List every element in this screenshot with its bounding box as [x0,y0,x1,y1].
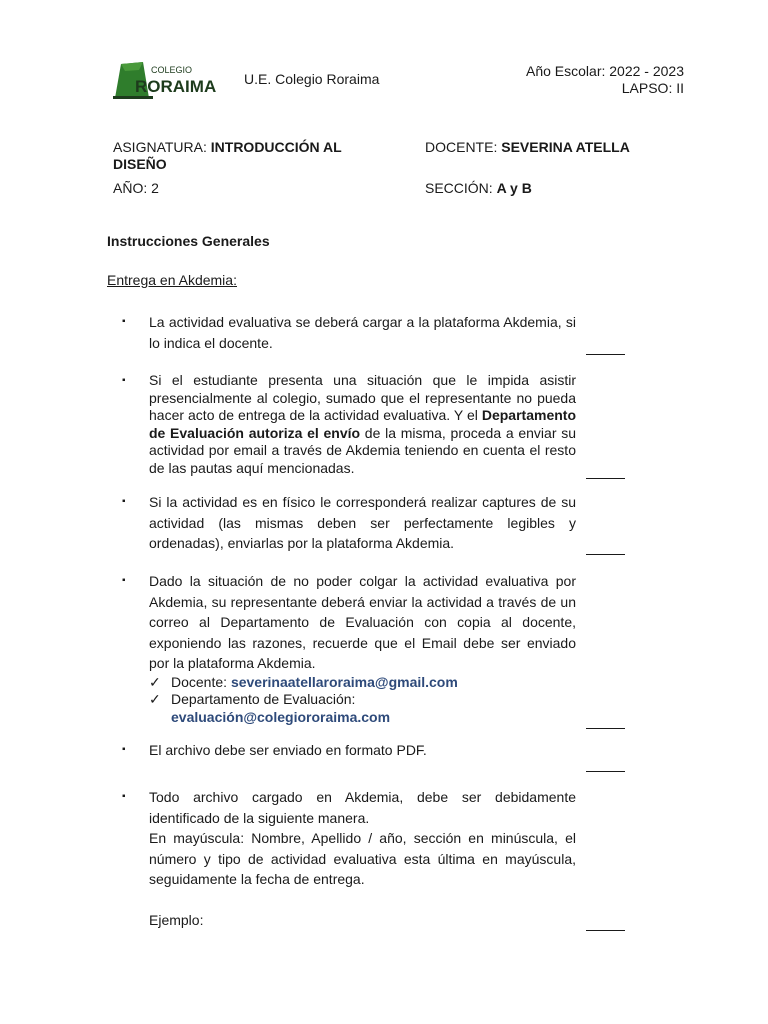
list-item-text-1: Todo archivo cargado en Akdemia, debe ser debidamente identificado de la siguiente manera. [149,789,576,826]
section-info [425,180,532,197]
answer-line [586,354,625,355]
subject-value-1: INTRODUCCIÓN AL [210,139,342,155]
bullet-icon: ▪ [122,375,126,386]
list-item-text: La actividad evaluativa se deberá cargar a la plataforma Akdemia, si lo indica el docente. [149,314,576,351]
list-item-text [149,372,576,477]
teacher-email-row [149,674,576,692]
school-year: Año Escolar: 2022 - 2023 [526,63,684,79]
example-label: Ejemplo: [149,911,204,928]
evaluation-email-link[interactable]: evaluación@colegiororaima.com [171,708,391,725]
bullet-icon: ▪ [122,575,126,586]
subsection-colon: : [233,272,237,288]
year-info: AÑO: 2 [113,180,159,196]
list-item [124,312,576,353]
list-item-text: Si la actividad es en físico le corresponderá realizar captures de su actividad (las mismas deben ser perfectamente legibles y ordenadas), enviarlas por la plataforma Akdemia. [149,494,576,551]
teacher-info [425,139,630,156]
subsection-label: Entrega en Akdemia [107,272,234,288]
subject-value-2: DISEÑO [113,156,167,172]
bullet-icon: ▪ [122,316,126,327]
list-item [124,571,576,726]
check-icon: ✓ [149,673,161,690]
answer-line [586,771,625,772]
list-item-text-a: Si el estudiante presenta una situación que le impida asistir presencialmente al colegio, sumado que el representante no pueda hacer acto de entrega de la actividad evaluativa. Y el [149,372,576,423]
section-value: A y B [496,180,532,196]
section-label: SECCIÓN: [425,180,497,196]
answer-line [586,728,625,729]
evaluation-email-row [171,709,576,727]
bullet-icon: ▪ [122,791,126,802]
akdemia-subsection [107,272,237,288]
check-icon: ✓ [149,691,161,707]
general-instructions-title: Instrucciones Generales [107,233,270,249]
header-meta [526,63,684,97]
teacher-label: DOCENTE: [425,139,502,155]
teacher-value: SEVERINA ATELLA [501,139,630,155]
list-item-bold: Departamento de Evaluación autoriza el envío [149,407,576,441]
logo-top-text: COLEGIO [151,65,193,75]
bullet-icon: ▪ [122,744,126,755]
list-item [124,372,576,477]
list-item [124,787,576,930]
bullet-icon: ▪ [122,496,126,507]
subject-info [113,139,383,173]
evaluation-dept-row [149,691,576,709]
logo-bottom-text: RORAIMA [135,77,217,96]
list-item-text: Dado la situación de no poder colgar la actividad evaluativa por Akdemia, su representante deberá enviar la actividad a través de un correo al Departamento de Evaluación con copia al docente, exponiendo las razones, recuerde que el Email debe ser enviado por la plataforma Akdemia. [149,573,576,671]
logo-mountain-icon [113,60,235,100]
answer-line [586,930,625,931]
school-name: U.E. Colegio Roraima [244,71,380,87]
list-item-text-b: de la misma, proceda a enviar su actividad por email a través de Akdemia teniendo en cuenta el resto de las pautas aquí mencionadas. [149,424,576,476]
lapso: LAPSO: II [621,80,684,96]
list-item-body [149,571,576,726]
school-logo [113,60,235,100]
list-item [124,492,576,554]
answer-line [586,554,625,555]
list-item-text: El archivo debe ser enviado en formato PDF. [149,742,427,758]
teacher-email-label: Docente: [171,673,231,690]
list-item-body [149,787,576,930]
subject-label: ASIGNATURA: [113,139,211,155]
evaluation-dept-label: Departamento de Evaluación: [171,691,356,707]
answer-line [586,478,625,479]
teacher-email-link[interactable]: severinaatellaroraima@gmail.com [230,673,458,690]
list-item-text-2: En mayúscula: Nombre, Apellido / año, sección en minúscula, el número y tipo de actividad evaluativa esta última en mayúscula, seguidamente la fecha de entrega. [149,830,576,887]
list-item [124,740,576,761]
